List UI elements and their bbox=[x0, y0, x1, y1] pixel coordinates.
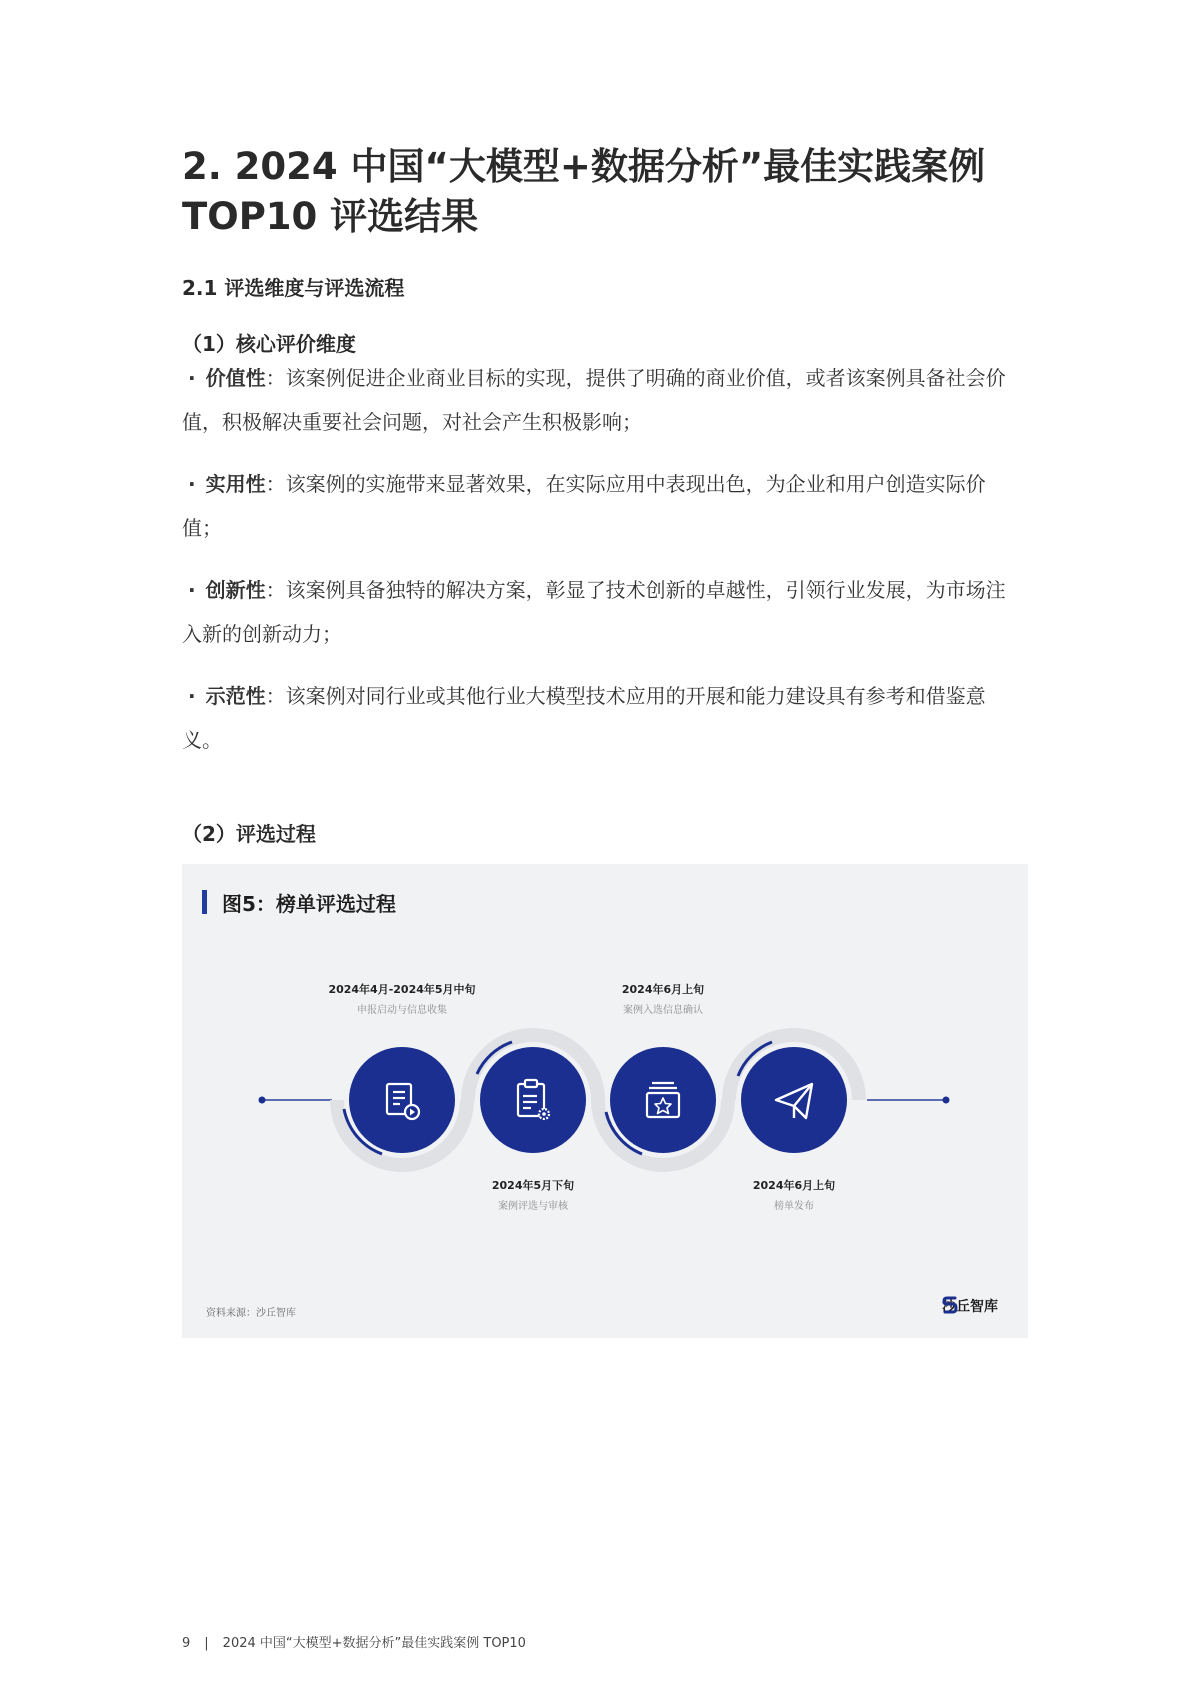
figure-title: 图5：榜单评选过程 bbox=[222, 892, 396, 916]
connector-dot-right bbox=[943, 1097, 950, 1104]
stage-circle-1 bbox=[349, 1047, 455, 1153]
bullet-term: 示范性 bbox=[205, 684, 266, 708]
page-footer bbox=[182, 1632, 526, 1651]
connector-dot-left bbox=[259, 1097, 266, 1104]
bullet-item: · 创新性：该案例具备独特的解决方案，彰显了技术创新的卓越性，引领行业发展，为市场注入新的创新动力； bbox=[182, 578, 1006, 646]
stage-3-date: 2024年6月上旬 bbox=[621, 983, 705, 996]
bullet-item: · 实用性：该案例的实施带来显著效果，在实际应用中表现出色，为企业和用户创造实际价值； bbox=[182, 472, 986, 540]
bullet-term: 实用性 bbox=[205, 472, 266, 496]
brand-name: 沙丘智库 bbox=[942, 1299, 998, 1315]
stage-2-date: 2024年5月下旬 bbox=[491, 1179, 575, 1192]
bullet-item: · 价值性：该案例促进企业商业目标的实现，提供了明确的商业价值，或者该案例具备社会价值，积极解决重要社会问题，对社会产生积极影响； bbox=[182, 366, 1006, 434]
stage-circle-2 bbox=[480, 1047, 586, 1153]
stage-circle-3 bbox=[610, 1047, 716, 1153]
section-heading: 2.1 评选维度与评选流程 bbox=[182, 276, 405, 300]
footer-separator: | bbox=[204, 1636, 209, 1651]
subheading-process: （2）评选过程 bbox=[182, 822, 316, 846]
process-diagram bbox=[182, 864, 1028, 1338]
subheading-dimensions: （1）核心评价维度 bbox=[182, 332, 356, 356]
process-figure bbox=[182, 864, 1028, 1338]
bullet-text: ：该案例的实施带来显著效果，在实际应用中表现出色，为企业和用户创造实际价值； bbox=[182, 472, 986, 540]
bullet-text: ：该案例具备独特的解决方案，彰显了技术创新的卓越性，引领行业发展，为市场注入新的创新动力； bbox=[182, 578, 1006, 646]
figure-source: 资料来源：沙丘智库 bbox=[206, 1308, 296, 1319]
stage-circle-4 bbox=[741, 1047, 847, 1153]
bullet-term: 创新性 bbox=[205, 578, 266, 602]
page-title: 2. 2024 中国“大模型+数据分析”最佳实践案例TOP10 评选结果 bbox=[182, 145, 986, 238]
stage-3-desc: 案例入选信息确认 bbox=[623, 1005, 703, 1016]
bullet-text: ：该案例对同行业或其他行业大模型技术应用的开展和能力建设具有参考和借鉴意义。 bbox=[182, 684, 986, 752]
stage-2-desc: 案例评选与审核 bbox=[498, 1201, 568, 1212]
stage-4-desc: 榜单发布 bbox=[774, 1201, 814, 1212]
brand-s-icon bbox=[942, 1296, 958, 1314]
brand-logo bbox=[942, 1296, 998, 1316]
bullet-term: 价值性 bbox=[205, 366, 266, 390]
stage-4-date: 2024年6月上旬 bbox=[752, 1179, 836, 1192]
stage-1-desc: 申报启动与信息收集 bbox=[357, 1005, 447, 1016]
bullet-text: ：该案例促进企业商业目标的实现，提供了明确的商业价值，或者该案例具备社会价值，积极解决重要社会问题，对社会产生积极影响； bbox=[182, 366, 1006, 434]
footer-title: 2024 中国“大模型+数据分析”最佳实践案例 TOP10 bbox=[222, 1636, 526, 1651]
stage-1-date: 2024年4月-2024年5月中旬 bbox=[328, 983, 476, 996]
bullet-item: · 示范性：该案例对同行业或其他行业大模型技术应用的开展和能力建设具有参考和借鉴意义。 bbox=[182, 684, 986, 752]
page-number: 9 bbox=[182, 1636, 191, 1651]
